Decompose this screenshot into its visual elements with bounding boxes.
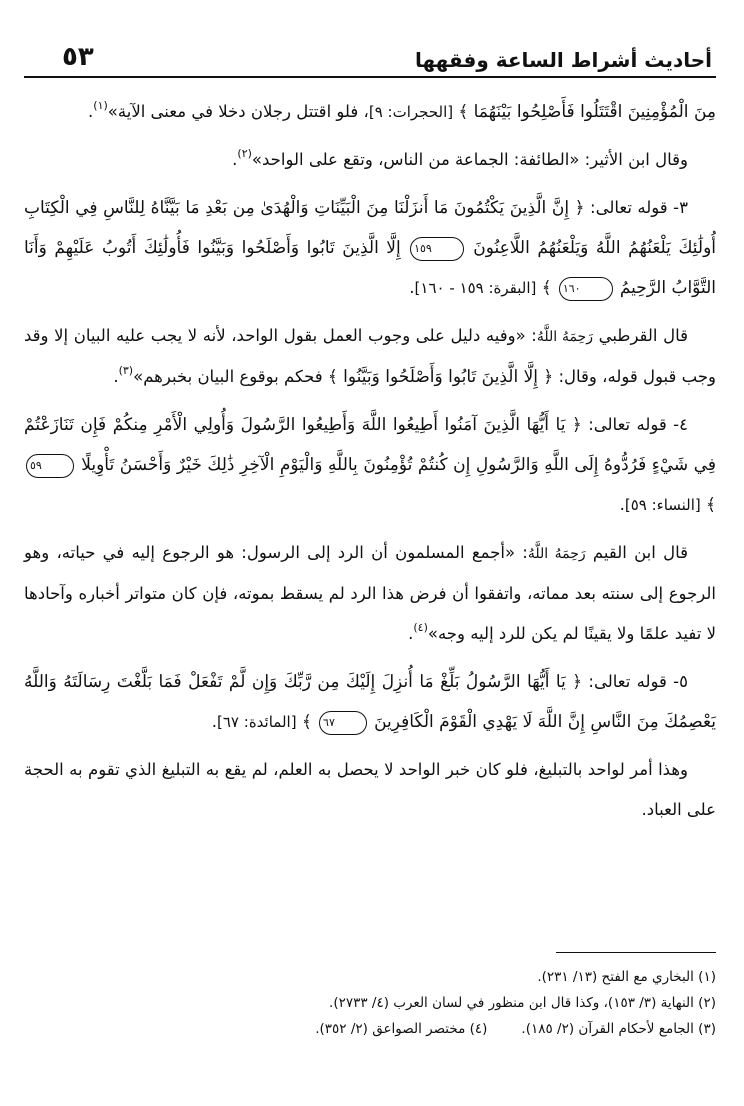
- close-brace-glyph: ﴾: [327, 367, 338, 387]
- paragraph-text: ، فلو اقتتل رجلان دخلا في معنى الآية»: [107, 102, 369, 121]
- paragraph-2: [24, 140, 716, 180]
- footnote-marker[interactable]: (١): [93, 99, 108, 112]
- paragraph-5: [24, 405, 716, 525]
- quran-verse: مِنَ الْمُؤْمِنِينَ اقْتَتَلُوا فَأَصْلِحُوا بَيْنَهُمَا: [473, 102, 716, 122]
- open-brace-glyph: ﴿: [572, 672, 583, 692]
- full-stop: .: [408, 624, 414, 643]
- full-stop: .: [232, 150, 238, 169]
- paragraph-text: فحكم بوقوع البيان بخبرهم»: [133, 367, 323, 386]
- quran-verse: يَا أَيُّهَا الرَّسُولُ بَلِّغْ مَا أُنزِلَ إِلَيْكَ مِن رَّبِّكَ وَإِن لَّمْ تَفْعَلْ فَمَا بَلَّغْتَ رِسَالَتَهُ وَاللَّهُ يَعْصِمُكَ مِنَ النَّاسِ إِنَّ اللَّهَ لَا يَهْدِي الْقَوْمَ الْكَافِرِينَ: [24, 672, 716, 732]
- full-stop: .: [619, 495, 625, 514]
- page-number: ٥٣: [62, 42, 94, 72]
- quran-verse: يَا أَيُّهَا الَّذِينَ آمَنُوا أَطِيعُوا اللَّهَ وَأَطِيعُوا الرَّسُولَ وَأُولِي الْأَمْرِ مِنكُمْ فَإِن تَنَازَعْتُمْ فِي شَيْءٍ فَرُدُّوهُ إِلَى اللَّهِ وَالرَّسُولِ إِن كُنتُمْ تُؤْمِنُونَ بِاللَّهِ وَالْيَوْمِ الْآخِرِ ذَٰلِكَ خَيْرٌ وَأَحْسَنُ تَأْوِيلًا: [24, 415, 717, 475]
- ayah-number-badge: ٦٧: [319, 711, 367, 735]
- paragraph-6: [24, 533, 716, 654]
- paragraph-text: وقال ابن الأثير: «الطائفة: الجماعة من الناس، وتقع على الواحد»: [251, 150, 688, 169]
- full-stop: .: [211, 712, 218, 731]
- surah-reference: [البقرة: ١٥٩ - ١٦٠]: [414, 279, 537, 297]
- paragraph-text: : «وفيه دليل على وجوب العمل بقول الواحد، لأنه لا يجب عليه البيان إلا وقد وجب قبول قوله، وقال:: [24, 326, 716, 386]
- footnotes: [24, 964, 716, 1042]
- running-title: أحاديث أشراط الساعة وفقهها: [414, 48, 712, 72]
- ayah-number-badge: ١٥٩: [410, 237, 464, 261]
- honorific-mark: رَحِمَهُ اللَّهُ: [536, 329, 593, 345]
- paragraph-1: [24, 92, 716, 132]
- footnote-line: [24, 1016, 716, 1042]
- paragraph-text: : «أجمع المسلمون أن الرد إلى الرسول: هو الرجوع إليه في حياته، وهو الرجوع إلى سنته بعد مماته، واتفقوا أن فرض هذا الرد لم يسقط بموته، فإن كان متواتر أخباره وآحادها لا تفيد علمًا ولا يقينًا لم يكن للرد إليه وجه»: [24, 543, 716, 643]
- footnote-marker[interactable]: (٢): [237, 147, 252, 160]
- footnote-separator: [556, 952, 716, 953]
- full-stop: .: [113, 367, 119, 386]
- surah-reference: [الحجرات: ٩]: [368, 103, 454, 121]
- footnote-1: (١) البخاري مع الفتح (١٣/ ٢٣١).: [537, 969, 716, 985]
- close-brace-glyph: ﴾: [301, 712, 312, 732]
- close-brace-glyph: ﴾: [458, 102, 469, 122]
- paragraph-7: [24, 662, 716, 742]
- open-brace-glyph: ﴿: [574, 198, 585, 218]
- footnote-3: (٣) الجامع لأحكام القرآن (٢/ ١٨٥).: [521, 1021, 716, 1037]
- main-text: [24, 92, 716, 830]
- verse-intro: ٥- قوله تعالى:: [588, 672, 689, 691]
- paragraph-8: [24, 750, 716, 830]
- ayah-number-badge: ١٦٠: [559, 277, 613, 301]
- full-stop: .: [409, 278, 415, 297]
- honorific-mark: رَحِمَهُ اللَّهُ: [527, 546, 586, 562]
- quran-verse: إِلَّا الَّذِينَ تَابُوا وَأَصْلَحُوا وَبَيَّنُوا فَأُولَٰئِكَ أَتُوبُ عَلَيْهِمْ وَأَنَا التَّوَّابُ الرَّحِيمُ: [24, 238, 716, 298]
- ayah-number-badge: ٥٩: [26, 454, 74, 478]
- paragraph-3: [24, 188, 716, 308]
- paragraph-text: وهذا أمر لواحد بالتبليغ، فلو كان خبر الواحد لا يحصل به العلم، لم يقع به التبليغ الذي تقوم به الحجة على العباد.: [24, 760, 716, 819]
- surah-reference: [المائدة: ٦٧]: [217, 713, 297, 731]
- footnote-line: [24, 964, 716, 990]
- close-brace-glyph: ﴾: [541, 278, 552, 298]
- scholar-name: قال ابن القيم: [592, 543, 688, 562]
- open-brace-glyph: ﴿: [543, 367, 554, 387]
- book-page: [24, 22, 716, 1086]
- quran-verse: إِلَّا الَّذِينَ تَابُوا وَأَصْلَحُوا وَبَيَّنُوا: [343, 367, 538, 387]
- footnote-line: [24, 990, 716, 1016]
- verse-intro: ٣- قوله تعالى:: [590, 198, 688, 217]
- quran-verse: إِنَّ الَّذِينَ يَكْتُمُونَ مَا أَنزَلْنَا مِنَ الْبَيِّنَاتِ وَالْهُدَىٰ مِن بَعْدِ مَا بَيَّنَّاهُ لِلنَّاسِ فِي الْكِتَابِ أُولَٰئِكَ يَلْعَنُهُمُ اللَّهُ وَيَلْعَنُهُمُ اللَّاعِنُونَ: [24, 198, 717, 258]
- surah-reference: [النساء: ٥٩]: [624, 496, 701, 514]
- footnote-2: (٢) النهاية (٣/ ١٥٣)، وكذا قال ابن منظور في لسان العرب (٤/ ٢٧٣٣).: [329, 995, 716, 1011]
- close-brace-glyph: ﴾: [706, 495, 716, 515]
- footnote-marker[interactable]: (٤): [413, 621, 428, 634]
- paragraph-4: [24, 316, 716, 397]
- footnote-marker[interactable]: (٣): [118, 364, 134, 377]
- verse-intro: ٤- قوله تعالى:: [588, 415, 688, 434]
- full-stop: .: [88, 102, 94, 121]
- open-brace-glyph: ﴿: [571, 415, 582, 435]
- scholar-name: قال القرطبي: [598, 326, 689, 345]
- page-header: [24, 22, 716, 78]
- footnote-4: (٤) مختصر الصواعق (٢/ ٣٥٢).: [315, 1021, 488, 1037]
